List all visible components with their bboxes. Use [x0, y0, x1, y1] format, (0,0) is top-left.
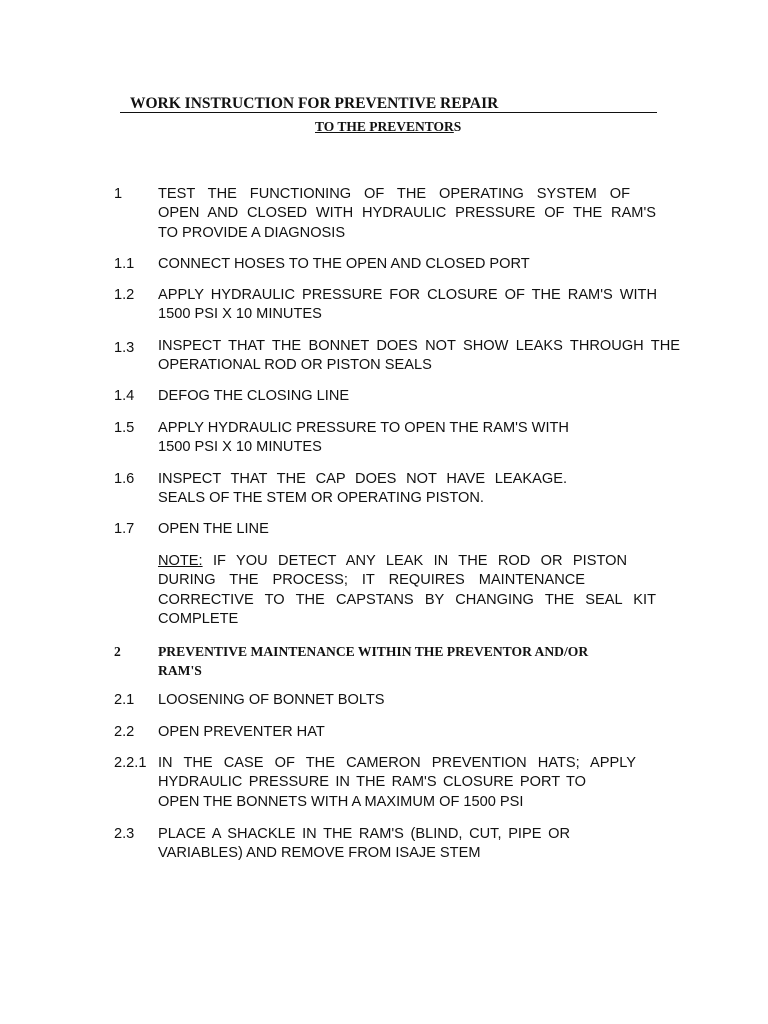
- document-title-line1: WORK INSTRUCTION FOR PREVENTIVE REPAIR: [120, 95, 657, 113]
- item-text-line: DEFOG THE CLOSING LINE: [158, 388, 350, 404]
- item-number: 1.6: [114, 471, 135, 487]
- item-text-line: INSPECT THAT THE BONNET DOES NOT SHOW LEAKS THROUGH THE: [158, 338, 680, 354]
- item-text-line: SEALS OF THE STEM OR OPERATING PISTON.: [158, 490, 484, 507]
- item-text-line: CONNECT HOSES TO THE OPEN AND CLOSED PORT: [158, 256, 530, 272]
- item-number: 1: [114, 186, 123, 202]
- item-number: 1.1: [114, 256, 135, 272]
- item-number: 1.2: [114, 287, 135, 303]
- item-text-line: OPEN THE BONNETS WITH A MAXIMUM OF 1500 PSI: [158, 793, 524, 810]
- document-title-line2-tail: S: [453, 119, 462, 134]
- note-text: IF YOU DETECT ANY LEAK IN THE ROD OR PISTON: [202, 553, 627, 569]
- item-text-line: TEST THE FUNCTIONING OF THE OPERATING SYSTEM OF: [158, 186, 630, 202]
- item-number: 1.3: [114, 340, 135, 356]
- note-line: DURING THE PROCESS; IT REQUIRES MAINTENANCE: [158, 572, 585, 589]
- item-number: 2.2.1: [114, 755, 147, 771]
- note-line: [158, 552, 627, 571]
- item-text-line: LOOSENING OF BONNET BOLTS: [158, 692, 385, 708]
- item-number: 1.4: [114, 388, 135, 404]
- item-text-line: 1500 PSI X 10 MINUTES: [158, 306, 322, 323]
- item-text-line: OPEN THE LINE: [158, 521, 269, 537]
- item-text-line: INSPECT THAT THE CAP DOES NOT HAVE LEAKAGE.: [158, 471, 567, 487]
- item-number: 1.5: [114, 420, 135, 436]
- item-text-line: 1500 PSI X 10 MINUTES: [158, 439, 322, 456]
- document-title-line2: [315, 118, 461, 135]
- item-text-line: APPLY HYDRAULIC PRESSURE FOR CLOSURE OF THE RAM'S WITH: [158, 287, 657, 303]
- note-label: NOTE:: [158, 553, 203, 569]
- document-title-line2-underlined: TO THE PREVENTOR: [315, 119, 454, 134]
- item-text-line: VARIABLES) AND REMOVE FROM ISAJE STEM: [158, 845, 481, 862]
- item-text-line: IN THE CASE OF THE CAMERON PREVENTION HATS; APPLY: [158, 755, 636, 771]
- note-line: COMPLETE: [158, 610, 239, 627]
- item-number: 2.2: [114, 724, 135, 740]
- item-number: 2: [114, 644, 121, 659]
- item-text-line: OPEN AND CLOSED WITH HYDRAULIC PRESSURE OF THE RAM'S: [158, 205, 656, 222]
- item-text-line: PLACE A SHACKLE IN THE RAM'S (BLIND, CUT, PIPE OR: [158, 826, 570, 842]
- item-number: 2.1: [114, 692, 135, 708]
- section-heading-line: RAM'S: [158, 663, 202, 679]
- item-text-line: OPERATIONAL ROD OR PISTON SEALS: [158, 357, 432, 374]
- section-heading-line: PREVENTIVE MAINTENANCE WITHIN THE PREVENTOR AND/OR: [158, 644, 589, 659]
- item-number: 2.3: [114, 826, 135, 842]
- item-text-line: APPLY HYDRAULIC PRESSURE TO OPEN THE RAM'S WITH: [158, 420, 569, 436]
- item-text-line: HYDRAULIC PRESSURE IN THE RAM'S CLOSURE PORT TO: [158, 774, 586, 791]
- item-number: 1.7: [114, 521, 135, 537]
- note-line: CORRECTIVE TO THE CAPSTANS BY CHANGING THE SEAL KIT: [158, 591, 656, 608]
- item-text-line: OPEN PREVENTER HAT: [158, 724, 325, 740]
- item-text-line: TO PROVIDE A DIAGNOSIS: [158, 224, 346, 241]
